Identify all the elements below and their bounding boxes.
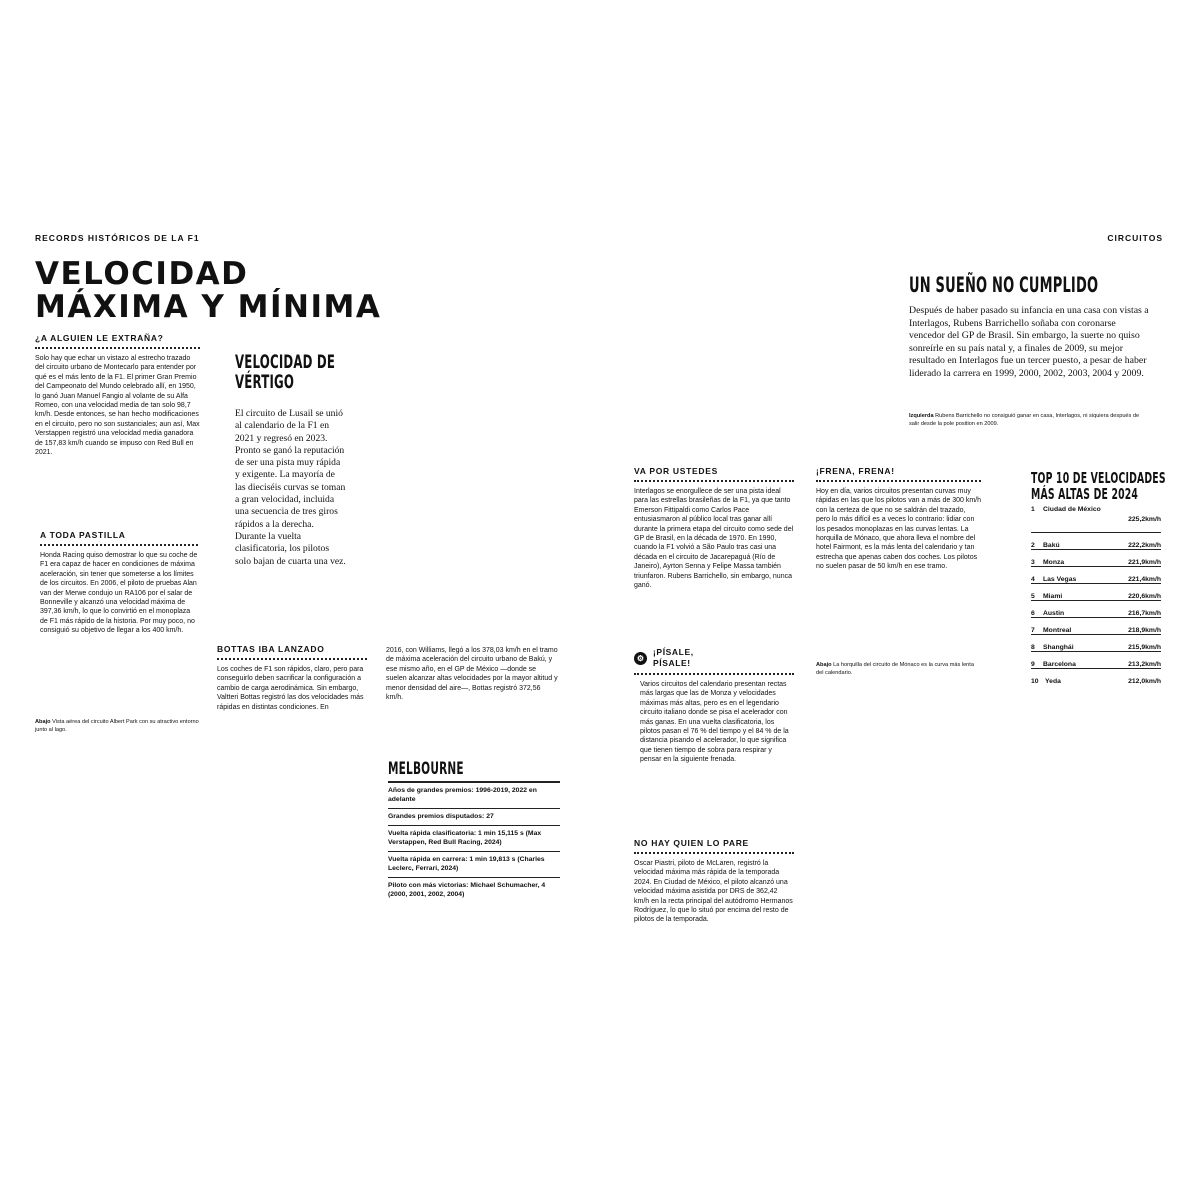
row-rank: 1 bbox=[1031, 506, 1035, 513]
section-heading: ¿A ALGUIEN LE EXTRAÑA? bbox=[35, 333, 200, 349]
caption-text: Rubens Barrichello no consiguió ganar en casa, Interlagos, ni siquiera después de salir desde la pole position en 2009. bbox=[909, 413, 1140, 427]
section-heading bbox=[1031, 469, 1166, 503]
row-speed: 225,2km/h bbox=[1128, 516, 1161, 523]
row-rank: 9 bbox=[1031, 661, 1035, 668]
top10-row bbox=[1031, 533, 1161, 550]
section-text: El circuito de Lusail se unió al calendario de la F1 en 2021 y regresó en 2023. Pronto se ganó la reputación de ser una pista muy rápida y exigente. La mayoría de las dieciséis curvas se toman a gran velocidad, incluida una secuencia de tres giros rápidos a la derecha. Durante la vuelta clasificatoria, los pilotos solo bajan de cuarta una vez. bbox=[235, 408, 346, 567]
top10-row bbox=[1031, 669, 1161, 685]
section-vertigo-body bbox=[235, 408, 347, 568]
section-top10 bbox=[1031, 469, 1166, 685]
row-rank: 8 bbox=[1031, 644, 1035, 651]
facts-list bbox=[388, 781, 560, 903]
row-rank: 5 bbox=[1031, 593, 1035, 600]
top10-list bbox=[1031, 506, 1161, 685]
section-text-2: 2016, con Williams, llegó a los 378,03 km/h en el tramo de máxima aceleración del circuito urbano de Bakú, y ese mismo año, en el GP de México —donde se suelen alcanzar altas velocidades por la mayor altitud y menor densidad del aire—, Bottas registró 372,56 km/h. bbox=[386, 647, 558, 702]
row-name: Bakú bbox=[1043, 542, 1060, 549]
row-speed: 221,4km/h bbox=[1128, 576, 1161, 583]
row-name: Yeda bbox=[1045, 678, 1061, 685]
section-text: Oscar Piastri, piloto de McLaren, registró la velocidad máxima más rápida de la temporada 2024. En Ciudad de México, el piloto alcanzó una velocidad máxima asistida por DRS de 362,42 km/h en la recta principal del autódromo Hermanos Rodríguez, lo que lo situó por encima del resto de pilotos de la temporada. bbox=[634, 860, 793, 924]
row-speed: 221,9km/h bbox=[1128, 559, 1161, 566]
caption-text: Vista aérea del circuito Albert Park con su atractivo entorno junto al lago. bbox=[35, 719, 199, 733]
section-heading: MELBOURNE bbox=[388, 759, 464, 779]
row-name: Austin bbox=[1043, 610, 1065, 617]
caption-albert-park bbox=[35, 719, 205, 734]
running-head-left: RECORDS HISTÓRICOS DE LA F1 bbox=[35, 233, 200, 243]
page-title bbox=[35, 258, 415, 324]
row-speed: 213,2km/h bbox=[1128, 661, 1161, 668]
top10-row bbox=[1031, 567, 1161, 584]
row-name: Miami bbox=[1043, 593, 1063, 600]
fact-item: Vuelta rápida en carrera: 1 min 19,813 s (Charles Leclerc, Ferrari, 2024) bbox=[388, 852, 560, 878]
fact-item: Grandes premios disputados: 27 bbox=[388, 809, 560, 826]
top10-row bbox=[1031, 652, 1161, 669]
section-text: Hoy en día, varios circuitos presentan curvas muy rápidas en las que los pilotos van a más de 300 km/h con la certeza de que no se saldrán del trazado, pero lo más difícil es a veces lo contrario: lidiar con los pesados monoplazas en las curvas lentas. La horquilla de Mónaco, que ahora lleva el nombre del hotel Fairmont, es la más lenta del calendario y tan estrecha que apenas caben dos coches. Los pilotos no suelen pasar de 50 km/h en ese tramo. bbox=[816, 488, 981, 571]
wheel-icon: ⚙ bbox=[634, 652, 647, 665]
running-head-right: CIRCUITOS bbox=[1107, 233, 1163, 243]
row-rank: 3 bbox=[1031, 559, 1035, 566]
row-speed: 218,9km/h bbox=[1128, 627, 1161, 634]
row-speed: 216,7km/h bbox=[1128, 610, 1161, 617]
row-speed: 215,9km/h bbox=[1128, 644, 1161, 651]
section-text: Después de haber pasado su infancia en una casa con vistas a Interlagos, Rubens Barrichello soñaba con coronarse vencedor del GP de Brasil. Sin embargo, la suerte no quiso sonreírle en su país natal y, a finales de 2009, su mejor resultado en Interlagos fue un tercer puesto, a pesar de haber liderado la carrera en 1999, 2000, 2002, 2003, 2004 y 2009. bbox=[909, 305, 1149, 379]
title-line-2: MÁXIMA Y MÍNIMA bbox=[35, 289, 382, 325]
section-text: Interlagos se enorgullece de ser una pista ideal para las estrellas brasileñas de la F1, ya que tanto Emerson Fittipaldi como Carlos Pace entusiasmaron al público local tras ganar allí durante la primera etapa del circuito como sede del GP de Brasil, en la década de 1970. En 1990, cuando la F1 volvió a São Paulo tras casi una década en el circuito de Jacarepaguá (Río de Janeiro), Ayrton Senna y Felipe Massa también triunfaron. Rubens Barrichello, sin embargo, nunca ganó. bbox=[634, 488, 794, 590]
caption-label: Abajo bbox=[816, 662, 832, 668]
top10-row bbox=[1031, 550, 1161, 567]
fact-item: Años de grandes premios: 1996-2019, 2022 en adelante bbox=[388, 781, 560, 809]
top10-row bbox=[1031, 506, 1161, 533]
heading-line-2: VÉRTIGO bbox=[235, 371, 295, 393]
row-name: Las Vegas bbox=[1043, 576, 1077, 583]
heading-text bbox=[653, 647, 694, 669]
row-rank: 10 bbox=[1031, 678, 1039, 685]
caption-barrichello bbox=[909, 413, 1149, 428]
heading-line-2: MÁS ALTAS DE 2024 bbox=[1031, 485, 1139, 503]
row-name: Monza bbox=[1043, 559, 1065, 566]
top10-row bbox=[1031, 635, 1161, 652]
row-speed: 212,0km/h bbox=[1128, 678, 1161, 685]
title-line-1: VELOCIDAD bbox=[35, 256, 249, 292]
section-ustedes bbox=[634, 466, 794, 590]
section-heading: UN SUEÑO NO CUMPLIDO bbox=[909, 273, 1099, 297]
heading-line-1: TOP 10 DE VELOCIDADES bbox=[1031, 469, 1166, 487]
section-text: Honda Racing quiso demostrar lo que su coche de F1 era capaz de hacer en condiciones de máxima aceleración, sin tener que someterse a los límites de los circuitos. En 2006, el piloto de pruebas Alan van der Merwe condujo un RA106 por el salar de Bonneville y alcanzó una velocidad máxima de 397,36 km/h, lo que lo convirtió en el monoplaza de F1 más rápido de la historia. Por muy poco, no consiguió su objetivo de llegar a los 400 km/h. bbox=[40, 552, 198, 635]
section-vertigo bbox=[235, 352, 355, 392]
row-name: Barcelona bbox=[1043, 661, 1076, 668]
section-bottas bbox=[217, 644, 367, 712]
section-alguien bbox=[35, 333, 200, 457]
section-text-1: Los coches de F1 son rápidos, claro, pero para conseguirlo deben sacrificar la configuración a cambio de carga aerodinámica. Sin embargo, Valtteri Bottas registró las dos velocidades más rápidas en distintas condiciones. En bbox=[217, 666, 364, 711]
fact-item: Vuelta rápida clasificatoria: 1 min 15,115 s (Max Verstappen, Red Bull Racing, 2024) bbox=[388, 826, 560, 852]
caption-label: Izquierda bbox=[909, 413, 934, 419]
section-pisale bbox=[634, 647, 794, 765]
section-heading: BOTTAS IBA LANZADO bbox=[217, 644, 367, 660]
top10-row bbox=[1031, 618, 1161, 635]
row-rank: 7 bbox=[1031, 627, 1035, 634]
heading-line-1: VELOCIDAD DE bbox=[235, 351, 336, 373]
row-rank: 4 bbox=[1031, 576, 1035, 583]
section-heading: NO HAY QUIEN LO PARE bbox=[634, 838, 794, 854]
section-heading bbox=[235, 351, 336, 393]
top10-row bbox=[1031, 601, 1161, 618]
caption-text: La horquilla del circuito de Mónaco es la curva más lenta del calendario. bbox=[816, 662, 974, 676]
section-heading bbox=[634, 647, 794, 675]
section-sueno-body bbox=[909, 305, 1149, 381]
section-heading: ¡FRENA, FRENA! bbox=[816, 466, 981, 482]
row-rank: 2 bbox=[1031, 542, 1035, 549]
row-name: Ciudad de México bbox=[1043, 506, 1101, 513]
heading-line-2: PÍSALE! bbox=[653, 658, 691, 668]
fact-item: Piloto con más victorias: Michael Schumacher, 4 (2000, 2001, 2002, 2004) bbox=[388, 882, 546, 898]
section-frena bbox=[816, 466, 981, 572]
section-heading: VA POR USTEDES bbox=[634, 466, 794, 482]
row-speed: 222,2km/h bbox=[1128, 542, 1161, 549]
section-pastilla bbox=[40, 530, 198, 636]
section-sueno bbox=[909, 273, 1149, 297]
row-rank: 6 bbox=[1031, 610, 1035, 617]
section-parar bbox=[634, 838, 794, 925]
row-name: Montreal bbox=[1043, 627, 1072, 634]
section-text: Solo hay que echar un vistazo al estrecho trazado del circuito urbano de Montecarlo para entender por qué es el más lento de la F1. El primer Gran Premio del Campeonato del Mundo celebrado allí, en 1950, lo ganó Juan Manuel Fangio al volante de su Alfa Romeo, con una velocidad media de tan solo 98,7 km/h. Desde entonces, se han hecho modificaciones en el circuito, pero no son sustanciales; aun así, Max Verstappen registró una velocidad media ganadora de 157,83 km/h cuando se impuso con Red Bull en 2021. bbox=[35, 355, 200, 457]
caption-monaco bbox=[816, 662, 981, 677]
caption-label: Abajo bbox=[35, 719, 51, 725]
row-speed: 220,6km/h bbox=[1128, 593, 1161, 600]
section-bottas-cont bbox=[386, 646, 558, 702]
section-melbourne bbox=[388, 760, 560, 903]
section-heading: A TODA PASTILLA bbox=[40, 530, 198, 546]
heading-line-1: ¡PÍSALE, bbox=[653, 647, 694, 657]
section-text: Varios circuitos del calendario presentan rectas más largas que las de Monza y velocidades máximas más altas, pero es en el legendario circuito italiano donde se pisa el acelerador con más ganas. En una vuelta clasificatoria, los pilotos pasan el 76 % del tiempo y el 84 % de la distancia pisando el acelerador, lo que significa que tienen tiempo de sobra para respirar y pensar en la siguiente frenada. bbox=[640, 681, 789, 764]
row-name: Shanghái bbox=[1043, 644, 1074, 651]
top10-row bbox=[1031, 584, 1161, 601]
